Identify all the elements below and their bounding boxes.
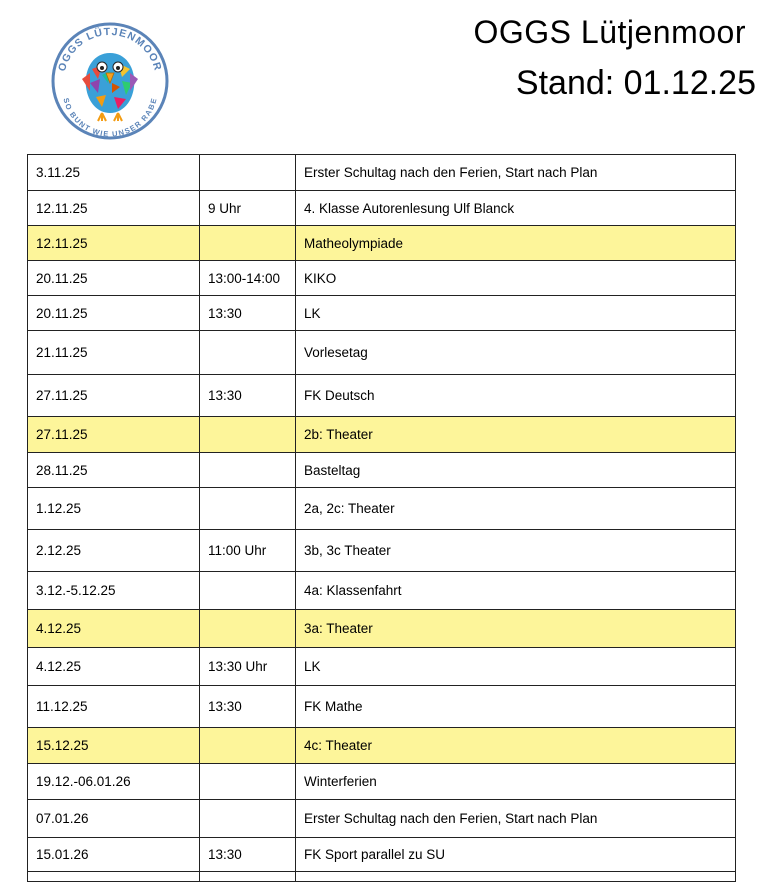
table-row [28, 648, 736, 686]
event-cell: Vorlesetag [296, 331, 736, 375]
date-cell: 07.01.26 [28, 800, 200, 838]
time-cell [200, 610, 296, 648]
date-cell: 27.11.25 [28, 417, 200, 453]
event-cell: 4a: Klassenfahrt [296, 572, 736, 610]
table-row [28, 331, 736, 375]
date-cell [28, 872, 200, 882]
time-cell [200, 728, 296, 764]
stand-date: Stand: 01.12.25 [515, 64, 756, 102]
event-cell: Matheolympiade [296, 226, 736, 261]
time-cell: 13:30 [200, 838, 296, 872]
time-cell: 11:00 Uhr [200, 530, 296, 572]
event-cell [296, 872, 736, 882]
date-cell: 20.11.25 [28, 296, 200, 331]
event-cell: Erster Schultag nach den Ferien, Start nach Plan [296, 155, 736, 191]
date-cell: 11.12.25 [28, 686, 200, 728]
table-row [28, 764, 736, 800]
date-cell: 3.12.-5.12.25 [28, 572, 200, 610]
time-cell: 13:30 Uhr [200, 648, 296, 686]
time-cell [200, 453, 296, 488]
time-cell: 9 Uhr [200, 191, 296, 226]
time-cell [200, 226, 296, 261]
time-cell [200, 331, 296, 375]
event-cell: Winterferien [296, 764, 736, 800]
table-row [28, 453, 736, 488]
table-row [28, 191, 736, 226]
time-cell [200, 764, 296, 800]
date-cell: 15.01.26 [28, 838, 200, 872]
date-cell: 15.12.25 [28, 728, 200, 764]
table-row [28, 226, 736, 261]
date-cell: 12.11.25 [28, 191, 200, 226]
schedule-table [27, 154, 736, 882]
table-row [28, 261, 736, 296]
event-cell: 3b, 3c Theater [296, 530, 736, 572]
time-cell [200, 872, 296, 882]
event-cell: LK [296, 648, 736, 686]
event-cell: FK Mathe [296, 686, 736, 728]
time-cell [200, 488, 296, 530]
date-cell: 4.12.25 [28, 648, 200, 686]
event-cell: 2b: Theater [296, 417, 736, 453]
time-cell: 13:30 [200, 296, 296, 331]
time-cell [200, 155, 296, 191]
time-cell [200, 572, 296, 610]
raven-logo-icon [46, 17, 174, 145]
date-cell: 4.12.25 [28, 610, 200, 648]
page-title: OGGS Lütjenmoor [473, 14, 746, 50]
table-row [28, 488, 736, 530]
date-cell: 20.11.25 [28, 261, 200, 296]
table-row [28, 728, 736, 764]
table-row [28, 155, 736, 191]
date-cell: 12.11.25 [28, 226, 200, 261]
table-row [28, 686, 736, 728]
school-logo [46, 17, 174, 145]
event-cell: FK Deutsch [296, 375, 736, 417]
event-cell: 4. Klasse Autorenlesung Ulf Blanck [296, 191, 736, 226]
date-cell: 19.12.-06.01.26 [28, 764, 200, 800]
table-row [28, 296, 736, 331]
time-cell: 13:30 [200, 686, 296, 728]
date-cell: 28.11.25 [28, 453, 200, 488]
time-cell [200, 417, 296, 453]
event-cell: FK Sport parallel zu SU [296, 838, 736, 872]
table-row [28, 572, 736, 610]
table-row [28, 838, 736, 872]
schedule-body [28, 155, 736, 882]
table-row [28, 610, 736, 648]
time-cell: 13:00-14:00 [200, 261, 296, 296]
table-row [28, 800, 736, 838]
event-cell: Erster Schultag nach den Ferien, Start nach Plan [296, 800, 736, 838]
table-row [28, 872, 736, 882]
event-cell: LK [296, 296, 736, 331]
event-cell: Basteltag [296, 453, 736, 488]
table-row [28, 530, 736, 572]
date-cell: 27.11.25 [28, 375, 200, 417]
date-cell: 2.12.25 [28, 530, 200, 572]
time-cell [200, 800, 296, 838]
date-cell: 21.11.25 [28, 331, 200, 375]
table-row [28, 417, 736, 453]
date-cell: 1.12.25 [28, 488, 200, 530]
table-row [28, 375, 736, 417]
event-cell: 3a: Theater [296, 610, 736, 648]
event-cell: 2a, 2c: Theater [296, 488, 736, 530]
logo-bottom-text: SO BUNT WIE UNSER RABE [61, 96, 159, 139]
logo-top-text: OGGS LÜTJENMOOR [56, 25, 164, 73]
time-cell: 13:30 [200, 375, 296, 417]
date-cell: 3.11.25 [28, 155, 200, 191]
event-cell: 4c: Theater [296, 728, 736, 764]
event-cell: KIKO [296, 261, 736, 296]
